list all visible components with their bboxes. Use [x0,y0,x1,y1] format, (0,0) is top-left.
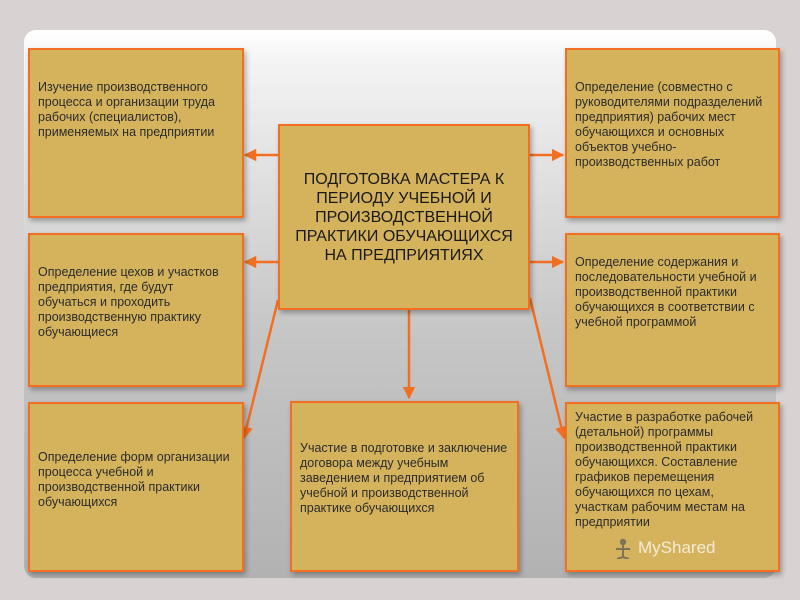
box-right-top: Определение (совместно с руководителями подразделений предприятия) рабочих мест обучающихся и основных объектов учебно-производственных работ [565,48,780,218]
box-right-middle: Определение содержания и последовательности учебной и производственной практики обучающихся в соответствии с учебной программой [565,233,780,387]
arrow-to-right-bottom [530,298,564,438]
arrow-to-left-bottom [244,300,278,438]
box-left-middle: Определение цехов и участков предприятия, где будут обучаться и проходить производственную практику обучающиеся [28,233,244,387]
watermark [612,537,715,559]
watermark-brand: MyShared [638,538,716,557]
box-left-bottom: Определение форм организации процесса учебной и производственной практики обучающихся [28,402,244,572]
box-center-title: ПОДГОТОВКА МАСТЕРА К ПЕРИОДУ УЧЕБНОЙ И ПРОИЗВОДСТВЕННОЙ ПРАКТИКИ ОБУЧАЮЩИХСЯ НА ПРЕДПРИЯТИЯХ [278,124,530,310]
box-bottom-center: Участие в подготовке и заключение договора между учебным заведением и предприятием об учебной и производственной практике обучающихся [290,401,519,572]
box-left-top: Изучение производственного процесса и организации труда рабочих (специалистов), применяемых на предприятии [28,48,244,218]
person-tree-icon [612,537,634,559]
box-right-bottom: Участие в разработке рабочей (детальной) программы производственной практики обучающихся. Составление графиков перемещения обучающихся по цехам, участкам рабочим местам на предприятии [565,402,780,572]
